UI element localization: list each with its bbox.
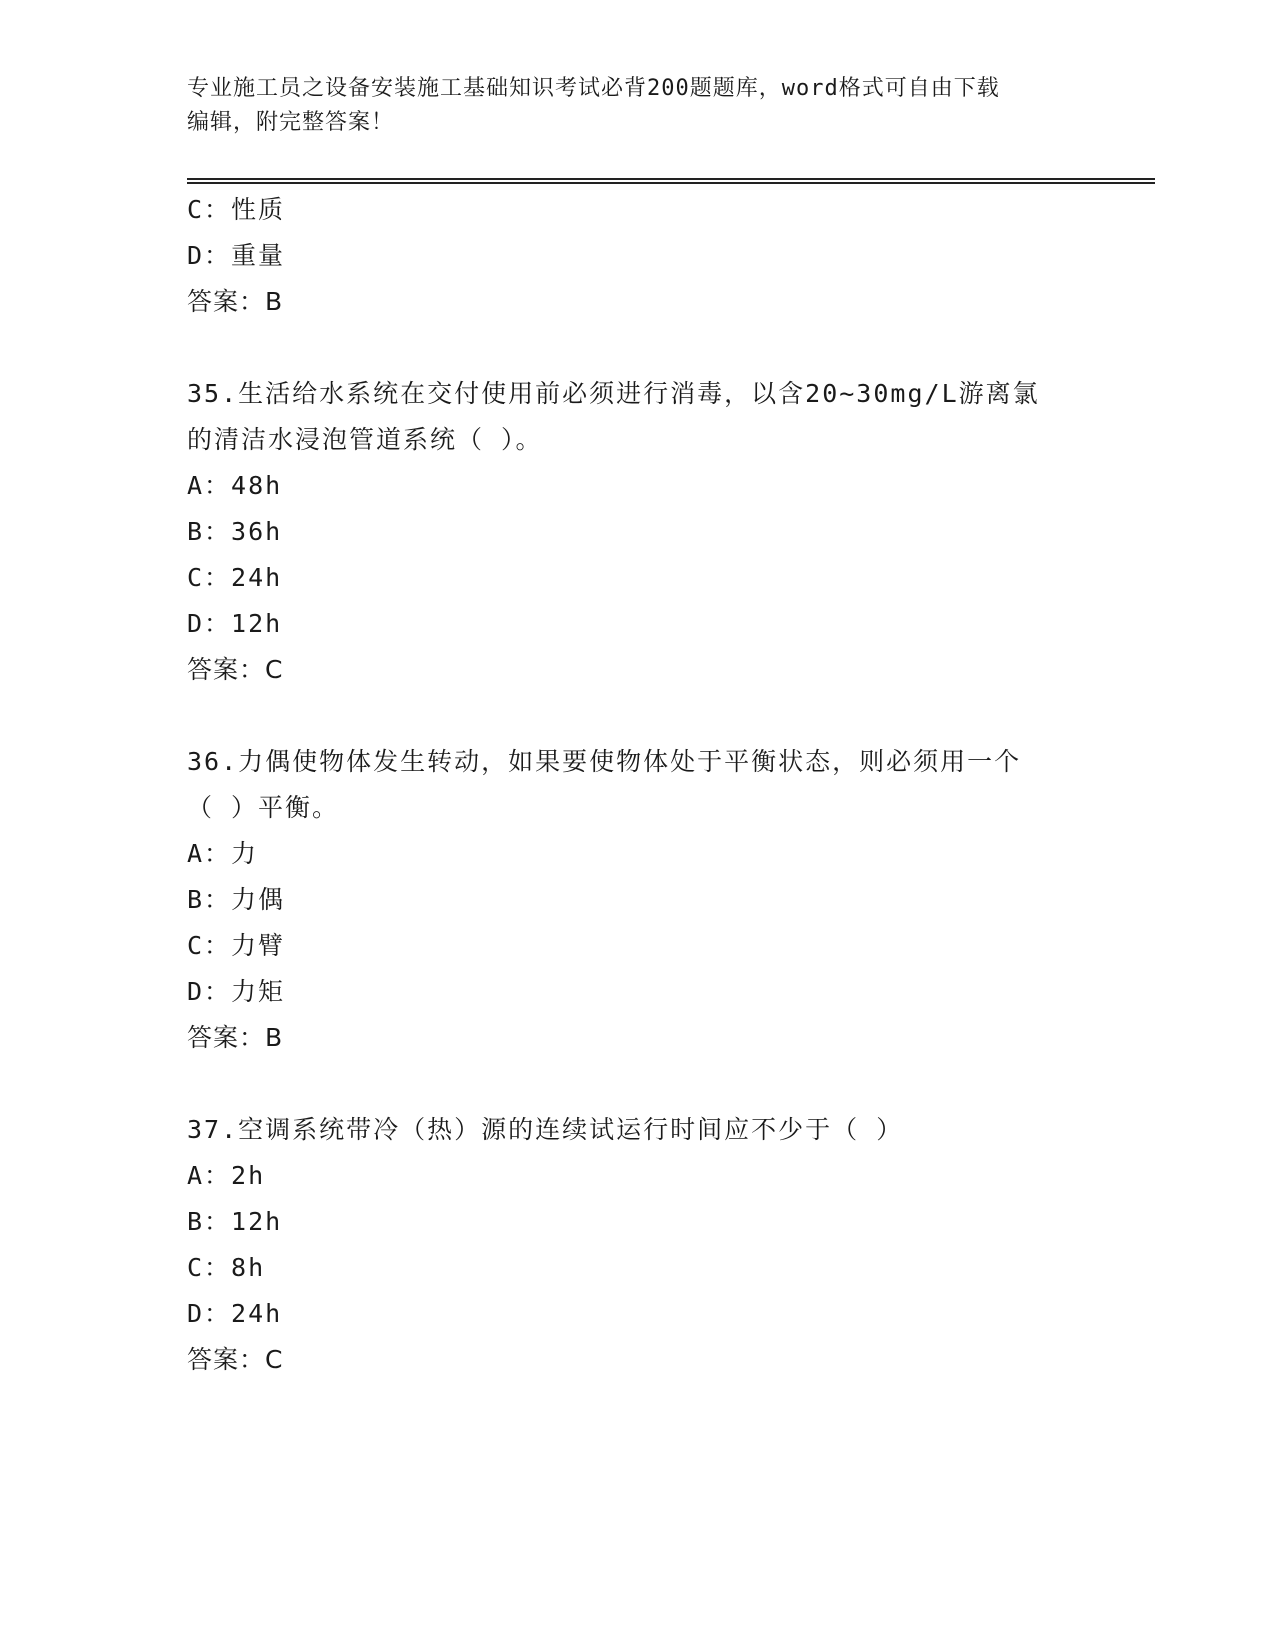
option-c: C：8h <box>187 1253 266 1282</box>
option-c: C：性质 <box>187 195 286 224</box>
header-title-line-2: 编辑，附完整答案！ <box>187 110 395 135</box>
question-list <box>187 187 1087 1383</box>
answer-label: 答案：B <box>187 287 284 316</box>
question-stem-line-2: （ ）平衡。 <box>187 793 340 822</box>
question-34 <box>187 187 1087 325</box>
option-c: C：力臂 <box>187 931 286 960</box>
question-stem-line-1: 36.力偶使物体发生转动，如果要使物体处于平衡状态，则必须用一个 <box>187 747 1022 776</box>
option-c: C：24h <box>187 563 283 592</box>
page-header <box>187 72 1087 140</box>
question-stem-line-1: 37.空调系统带冷（热）源的连续试运行时间应不少于（ ） <box>187 1115 904 1144</box>
answer-label: 答案：C <box>187 1345 284 1374</box>
question-36 <box>187 739 1087 1061</box>
question-stem-line-2: 的清洁水浸泡管道系统（ ）。 <box>187 425 543 454</box>
option-d: D：力矩 <box>187 977 286 1006</box>
option-d: D：重量 <box>187 241 286 270</box>
option-b: B：力偶 <box>187 885 286 914</box>
option-a: A：力 <box>187 839 259 868</box>
header-divider <box>187 178 1155 184</box>
question-stem-line-1: 35.生活给水系统在交付使用前必须进行消毒，以含20~30mg/L游离氯 <box>187 379 1040 408</box>
answer-label: 答案：C <box>187 655 284 684</box>
question-37 <box>187 1107 1087 1383</box>
option-a: A：48h <box>187 471 283 500</box>
option-b: B：12h <box>187 1207 283 1236</box>
header-title-line-1: 专业施工员之设备安装施工基础知识考试必背200题题库，word格式可自由下载 <box>187 76 1000 101</box>
option-a: A：2h <box>187 1161 266 1190</box>
question-35 <box>187 371 1087 693</box>
option-d: D：24h <box>187 1299 283 1328</box>
answer-label: 答案：B <box>187 1023 284 1052</box>
option-d: D：12h <box>187 609 283 638</box>
option-b: B：36h <box>187 517 283 546</box>
